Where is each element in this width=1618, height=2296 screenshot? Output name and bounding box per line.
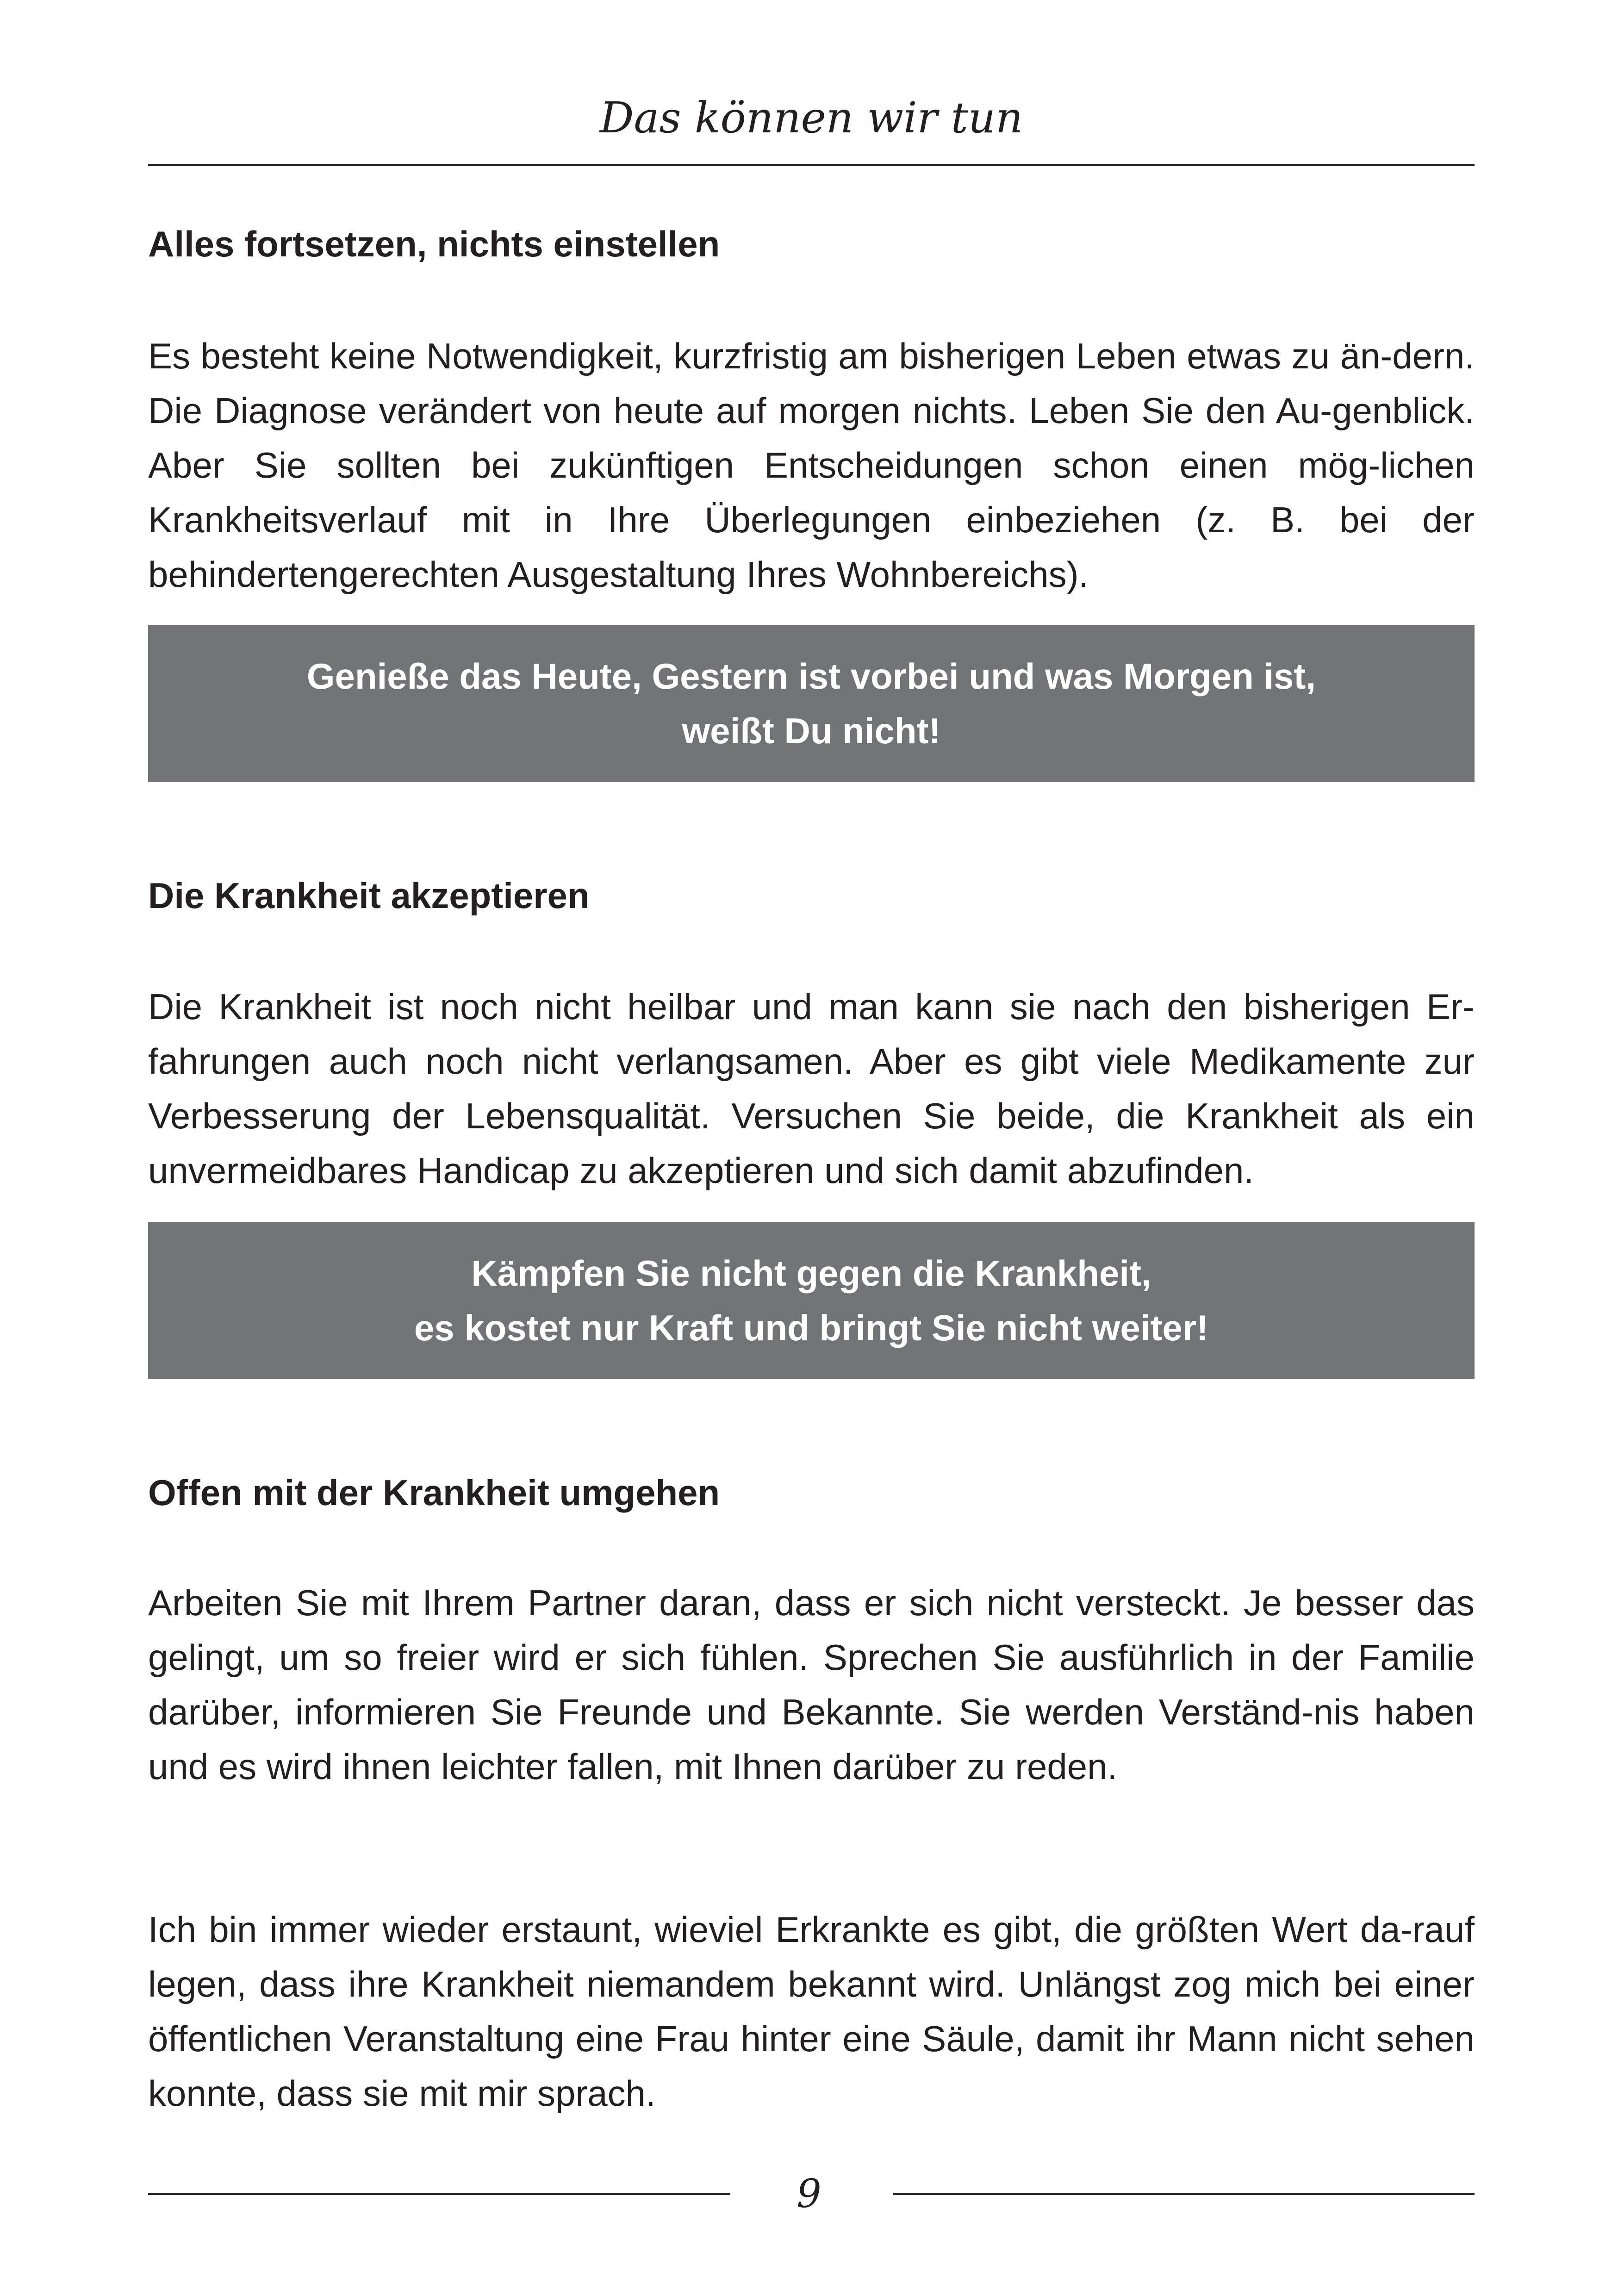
callout-line: weißt Du nicht!	[682, 710, 941, 751]
callout-line: es kostet nur Kraft und bringt Sie nicht weiter!	[414, 1307, 1209, 1348]
section-heading: Alles fortsetzen, nichts einstellen	[148, 224, 720, 264]
body-paragraph: Es besteht keine Notwendigkeit, kurzfristig am bisherigen Leben etwas zu än-dern. Die Diagnose verändert von heute auf morgen nichts. Leben Sie den Au-genblick. Aber Sie sollten bei zukünftigen Entscheidungen schon einen mög-lichen Krankheitsverlauf mit in Ihre Überlegungen einbeziehen (z. B. bei der behindertengerechten Ausgestaltung Ihres Wohnbereichs).	[148, 336, 1475, 595]
callout-line: Genieße das Heute, Gestern ist vorbei und was Morgen ist,	[306, 656, 1316, 697]
footer-divider-right	[893, 2193, 1475, 2195]
page-number: 9	[797, 2171, 821, 2216]
body-paragraph: Arbeiten Sie mit Ihrem Partner daran, dass er sich nicht versteckt. Je besser das gelingt, um so freier wird er sich fühlen. Sprechen Sie ausführlich in der Familie darüber, informieren Sie Freunde und Bekannte. Sie werden Verständ-nis haben und es wird ihnen leichter fallen, mit Ihnen darüber zu reden.	[148, 1582, 1475, 1787]
section-heading: Die Krankheit akzeptieren	[148, 875, 590, 916]
footer-divider-left	[148, 2193, 730, 2195]
callout-line: Kämpfen Sie nicht gegen die Krankheit,	[471, 1253, 1151, 1294]
header-divider	[148, 164, 1475, 166]
section-heading: Offen mit der Krankheit umgehen	[148, 1472, 720, 1513]
callout-box	[148, 1222, 1475, 1379]
body-paragraph: Ich bin immer wieder erstaunt, wieviel Erkrankte es gibt, die größten Wert da-rauf legen, dass ihre Krankheit niemandem bekannt wird. Unlängst zog mich bei einer öffentlichen Veranstaltung eine Frau hinter eine Säule, damit ihr Mann nicht sehen konnte, dass sie mit mir sprach.	[148, 1909, 1475, 2114]
callout-box	[148, 625, 1475, 782]
body-paragraph: Die Krankheit ist noch nicht heilbar und man kann sie nach den bisherigen Er-fahrungen auch noch nicht verlangsamen. Aber es gibt viele Medikamente zur Verbesserung der Lebensqualität. Versuchen Sie beide, die Krankheit als ein unvermeidbares Handicap zu akzeptieren und sich damit abzufinden.	[148, 986, 1475, 1191]
running-title: Das können wir tun	[599, 93, 1023, 143]
